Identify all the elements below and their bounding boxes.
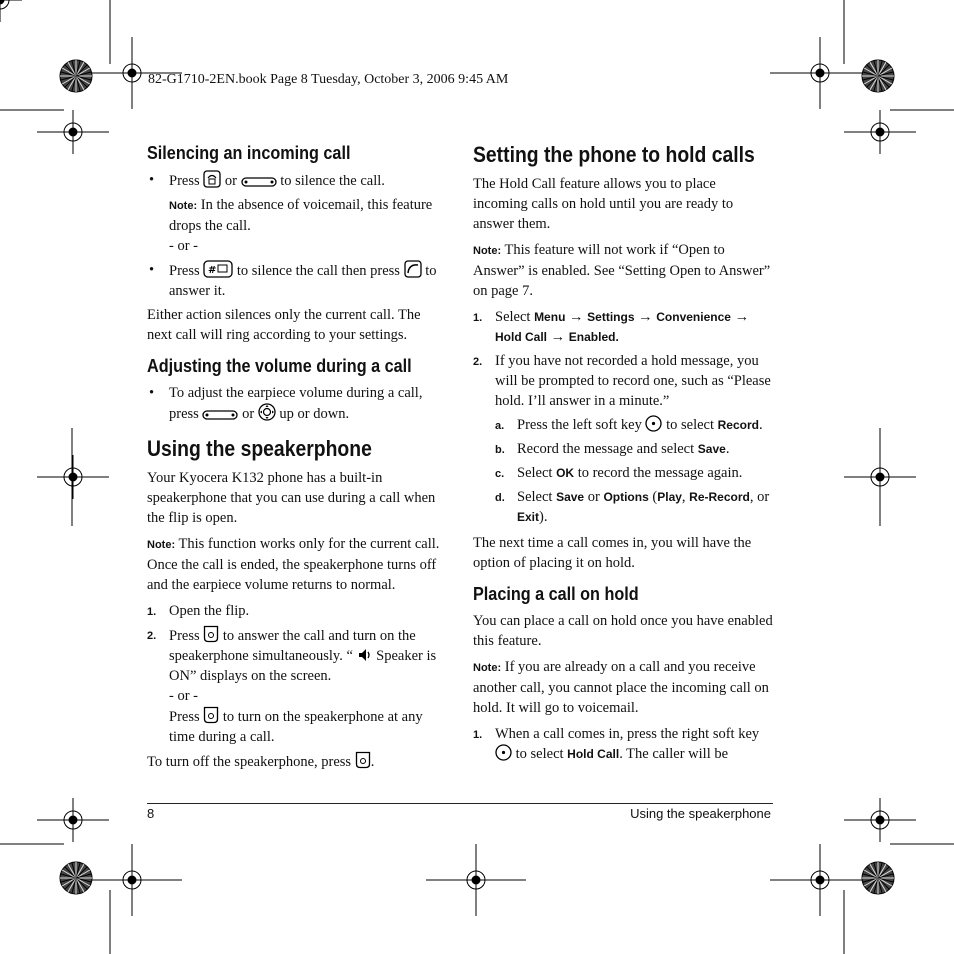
starburst-target	[862, 862, 894, 894]
step-select-menu: 1. Select Menu → Settings → Convenience → Hold Call → Enabled.	[473, 309, 750, 345]
page-number: 8	[147, 806, 155, 821]
step-right-soft-key: 1. When a call comes in, press the right soft key to select Hold Call. The caller will be	[473, 726, 760, 762]
bullet-dot: •	[149, 172, 155, 188]
speaker-on-icon	[357, 647, 373, 663]
substep-a: a. Press the left soft key to select Record.	[495, 417, 763, 433]
footer-rule	[147, 803, 773, 804]
note-speakerphone: Note: This function works only for the current call. Once the call is ended, the speakerphone turns off and the earpiece volume returns to normal.	[147, 536, 440, 593]
bullet-volume: • To adjust the earpiece volume during a call, press or up or down.	[149, 385, 423, 422]
right-soft-key-icon	[495, 744, 512, 761]
speakerphone-key-icon	[203, 706, 219, 724]
note-voicemail-hold: Note: If you are already on a call and you receive another call, you cannot place the incoming call on hold. It will go to voicemail.	[473, 659, 769, 716]
speakerphone-key-icon	[203, 625, 219, 643]
substep-d: d. Select Save or Options (Play, Re-Record, or Exit).	[495, 489, 770, 525]
bullet-silence-answer: • Press # to silence the call then press to answer it.	[149, 262, 437, 299]
speakerphone-intro: Your Kyocera K132 phone has a built-in speakerphone that you can use during a call when the flip is open.	[147, 470, 436, 526]
volume-key-icon	[241, 176, 277, 188]
silencing-summary: Either action silences only the current call. The next call will ring according to your settings.	[147, 307, 421, 343]
substep-c: c. Select OK to record the message again.	[495, 465, 743, 481]
left-soft-key-icon	[645, 415, 662, 432]
step-turn-on-anytime: Press to turn on the speakerphone at any time during a call.	[147, 706, 445, 747]
step-record-prompt: 2. If you have not recorded a hold message, you will be prompted to record one, such as “Please hold. I’ll answer in a minute.”	[473, 353, 771, 409]
bullet-dot: •	[149, 262, 155, 278]
left-column	[147, 142, 445, 772]
bullet-dot: •	[149, 385, 155, 401]
send-key-icon	[404, 260, 422, 278]
or-divider: - or -	[169, 238, 198, 254]
or-divider: - or -	[169, 688, 198, 704]
book-info-header: 82-G1710-2EN.book Page 8 Tuesday, October 3, 2006 9:45 AM	[148, 72, 509, 87]
note-open-to-answer: Note: This feature will not work if “Open to Answer” is enabled. See “Setting Open to Answer” on page 7.	[473, 242, 771, 299]
starburst-target	[60, 60, 92, 92]
bullet-silence-press: • Press or to silence the call.	[149, 172, 385, 189]
svg-text:#: #	[208, 265, 217, 276]
heading-placing-hold: Placing a call on hold	[473, 584, 639, 604]
footer-section-title: Using the speakerphone	[630, 806, 771, 821]
heading-volume: Adjusting the volume during a call	[147, 356, 412, 376]
speaker-key-icon	[203, 170, 221, 188]
volume-key-icon	[202, 409, 238, 421]
step-open-flip: 1. Open the flip.	[147, 603, 250, 619]
substep-b: b. Record the message and select Save.	[495, 441, 730, 457]
heading-silencing: Silencing an incoming call	[147, 143, 351, 163]
pound-key-icon	[203, 260, 233, 278]
step-turn-on-speaker: 2. Press to answer the call and turn on the speakerphone simultaneously. “ Speaker is ON” displays on the screen.	[147, 625, 445, 686]
placing-intro: You can place a call on hold once you have enabled this feature.	[473, 613, 773, 649]
speakerphone-key-icon	[355, 751, 371, 769]
hold-next-call: The next time a call comes in, you will have the option of placing it on hold.	[473, 535, 752, 571]
note-voicemail: Note: In the absence of voicemail, this feature drops the call.	[169, 197, 433, 234]
right-column	[473, 142, 773, 764]
starburst-target	[862, 60, 894, 92]
hold-intro: The Hold Call feature allows you to place incoming calls on hold until you are ready to answer them.	[473, 176, 734, 232]
heading-speakerphone: Using the speakerphone	[147, 436, 372, 461]
turn-off-speakerphone: To turn off the speakerphone, press .	[147, 751, 445, 772]
starburst-target	[60, 862, 92, 894]
heading-hold-calls: Setting the phone to hold calls	[473, 142, 755, 167]
navigation-key-icon	[258, 403, 276, 421]
